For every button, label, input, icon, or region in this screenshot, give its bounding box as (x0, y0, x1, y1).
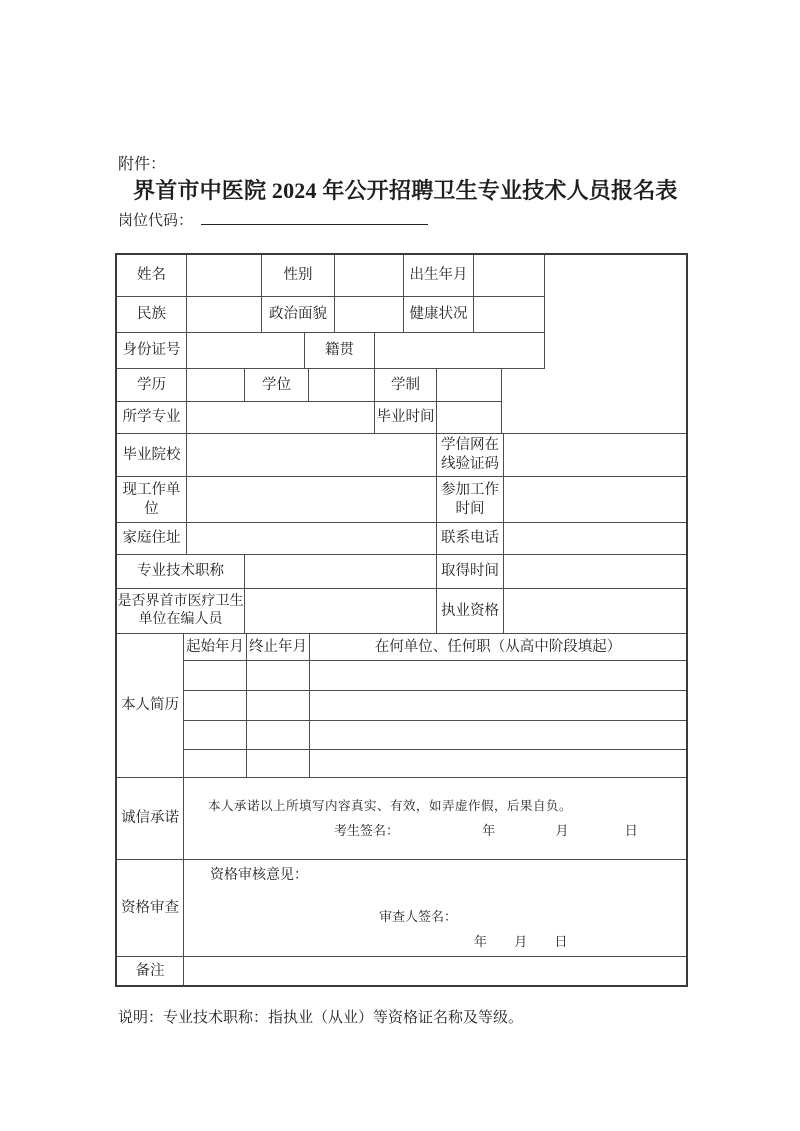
practice-qualification-label: 执业资格 (437, 589, 504, 634)
photo-area[interactable] (545, 255, 686, 297)
resume-grid (184, 634, 686, 778)
health-status-input[interactable] (474, 297, 545, 333)
resume-entry-row (184, 750, 686, 778)
application-form-table (115, 253, 688, 987)
ethnicity-input[interactable] (187, 297, 262, 333)
birth-date-label: 出生年月 (404, 255, 474, 297)
qualification-review-label: 资格审查 (117, 860, 184, 957)
table-row (117, 589, 686, 634)
obtain-date-label: 取得时间 (437, 555, 504, 589)
graduation-school-label: 毕业院校 (117, 434, 187, 477)
photo-area[interactable] (545, 333, 686, 369)
table-row (117, 523, 686, 555)
resume-end-input[interactable] (247, 691, 310, 721)
native-place-label: 籍贯 (305, 333, 375, 369)
resume-block (117, 634, 686, 778)
home-address-label: 家庭住址 (117, 523, 187, 555)
ethnicity-label: 民族 (117, 297, 187, 333)
candidate-signature-line (184, 823, 686, 840)
position-code-blank[interactable] (201, 211, 428, 225)
integrity-pledge-label: 诚信承诺 (117, 778, 184, 860)
day-blank: 日 (554, 934, 568, 950)
chsi-code-label: 学信网在线验证码 (437, 434, 504, 477)
year-blank: 年 (482, 823, 496, 839)
day-blank: 日 (624, 823, 638, 839)
political-status-label: 政治面貌 (262, 297, 335, 333)
table-row (117, 555, 686, 589)
remarks-input[interactable] (184, 957, 686, 985)
work-start-date-label: 参加工作时间 (437, 477, 504, 523)
resume-detail-input[interactable] (310, 721, 686, 750)
resume-start-label: 起始年月 (184, 634, 247, 661)
political-status-input[interactable] (335, 297, 404, 333)
remarks-row (117, 957, 686, 985)
work-start-date-input[interactable] (504, 477, 686, 523)
resume-start-input[interactable] (184, 721, 247, 750)
staffed-question-input[interactable] (245, 589, 437, 634)
education-input[interactable] (187, 369, 245, 402)
photo-area[interactable] (502, 402, 686, 434)
schooling-length-input[interactable] (437, 369, 502, 402)
form-title: 界首市中医院 2024 年公开招聘卫生专业技术人员报名表 (133, 178, 678, 203)
professional-title-label: 专业技术职称 (117, 555, 245, 589)
name-input[interactable] (187, 255, 262, 297)
qualification-review-content[interactable] (184, 860, 686, 957)
resume-detail-input[interactable] (310, 661, 686, 691)
table-row (117, 297, 686, 333)
professional-title-input[interactable] (245, 555, 437, 589)
integrity-pledge-content (184, 778, 686, 860)
candidate-signature-label: 考生签名： (334, 823, 400, 839)
month-blank: 月 (555, 823, 569, 839)
footnote: 说明：专业技术职称：指执业（从业）等资格证名称及等级。 (118, 1010, 524, 1026)
resume-end-input[interactable] (247, 750, 310, 778)
photo-area[interactable] (545, 297, 686, 333)
resume-end-input[interactable] (247, 721, 310, 750)
table-row (117, 434, 686, 477)
photo-area[interactable] (502, 369, 686, 402)
resume-end-input[interactable] (247, 661, 310, 691)
table-row (117, 255, 686, 297)
resume-start-input[interactable] (184, 661, 247, 691)
remarks-label: 备注 (117, 957, 184, 985)
attachment-label: 附件： (118, 156, 167, 173)
resume-detail-label: 在何单位、任何职（从高中阶段填起） (310, 634, 686, 661)
major-label: 所学专业 (117, 402, 187, 434)
home-address-input[interactable] (187, 523, 437, 555)
table-row (117, 477, 686, 523)
graduation-date-label: 毕业时间 (375, 402, 437, 434)
id-number-label: 身份证号 (117, 333, 187, 369)
practice-qualification-input[interactable] (504, 589, 686, 634)
resume-start-input[interactable] (184, 750, 247, 778)
schooling-length-label: 学制 (375, 369, 437, 402)
current-employer-input[interactable] (187, 477, 437, 523)
gender-input[interactable] (335, 255, 404, 297)
review-date-line (474, 934, 686, 951)
resume-detail-input[interactable] (310, 750, 686, 778)
position-code-row (118, 209, 428, 230)
resume-detail-input[interactable] (310, 691, 686, 721)
table-row (117, 402, 686, 434)
integrity-pledge-row (117, 778, 686, 860)
table-row (117, 333, 686, 369)
staffed-question-label: 是否界首市医疗卫生单位在编人员 (117, 589, 245, 634)
reviewer-signature-label: 审查人签名： (379, 909, 458, 925)
degree-label: 学位 (245, 369, 309, 402)
health-status-label: 健康状况 (404, 297, 474, 333)
qualification-review-row (117, 860, 686, 957)
major-input[interactable] (187, 402, 375, 434)
phone-label: 联系电话 (437, 523, 504, 555)
review-opinion-label: 资格审核意见： (210, 868, 308, 883)
chsi-code-input[interactable] (504, 434, 686, 477)
graduation-school-input[interactable] (187, 434, 437, 477)
graduation-date-input[interactable] (437, 402, 502, 434)
obtain-date-input[interactable] (504, 555, 686, 589)
month-blank: 月 (514, 934, 528, 950)
resume-start-input[interactable] (184, 691, 247, 721)
id-number-input[interactable] (187, 333, 305, 369)
birth-date-input[interactable] (474, 255, 545, 297)
position-code-label: 岗位代码： (118, 213, 194, 229)
phone-input[interactable] (504, 523, 686, 555)
year-blank: 年 (474, 934, 488, 950)
native-place-input[interactable] (375, 333, 545, 369)
resume-entry-row (184, 691, 686, 721)
resume-label: 本人简历 (117, 634, 184, 778)
resume-entry-row (184, 661, 686, 691)
resume-end-label: 终止年月 (247, 634, 310, 661)
table-row (117, 369, 686, 402)
gender-label: 性别 (262, 255, 335, 297)
name-label: 姓名 (117, 255, 187, 297)
resume-entry-row (184, 721, 686, 750)
commitment-text: 本人承诺以上所填写内容真实、有效，如弄虚作假，后果自负。 (208, 799, 573, 813)
education-label: 学历 (117, 369, 187, 402)
resume-header-row (184, 634, 686, 661)
degree-input[interactable] (309, 369, 375, 402)
current-employer-label: 现工作单位 (117, 477, 187, 523)
